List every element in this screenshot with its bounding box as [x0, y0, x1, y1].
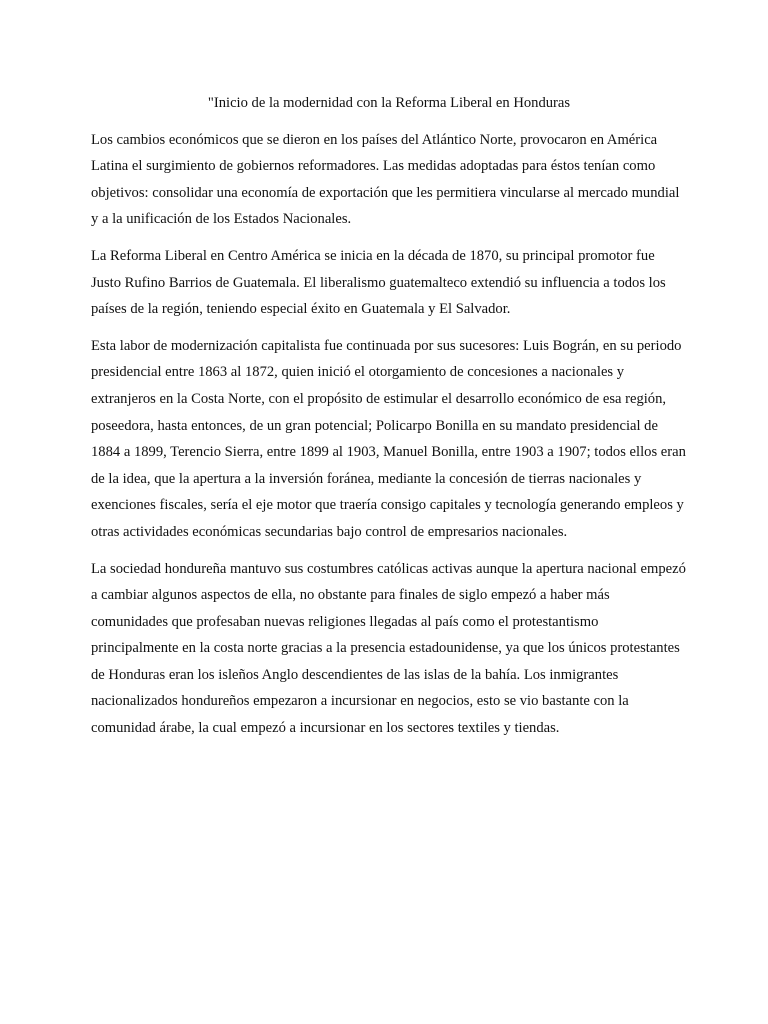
document-title: "Inicio de la modernidad con la Reforma Liberal en Honduras [207, 95, 571, 111]
paragraph-economic-changes: Los cambios económicos que se dieron en los países del Atlántico Norte, provocaron en América Latina el surgimiento de gobiernos reformadores. Las medidas adoptadas para éstos tenían como objetivos: consolidar una economía de exportación que les permitiera vincularse al mercado mundial y a la unificación de los Estados Nacionales. [91, 131, 680, 228]
document-body [91, 90, 687, 752]
paragraph-capitalist-modernization: Esta labor de modernización capitalista fue continuada por sus sucesores: Luis Bográn, en su periodo presidencial entre 1863 al 1872, quien inició el otorgamiento de concesiones a nacionales y extranjeros en la Costa Norte, con el propósito de estimular el desarrollo económico de esa región, poseedora, hasta entonces, de un gran potencial; Policarpo Bonilla en su mandato presidencial de 1884 a 1899, Terencio Sierra, entre 1899 al 1903, Manuel Bonilla, entre 1903 a 1907; todos ellos eran de la idea, que la apertura a la inversión foránea, mediante la concesión de tierras nacionales y exenciones fiscales, sería el eje motor que traería consigo capitales y tecnología generando empleos y otras actividades económicas secundarias bajo control de empresarios nacionales. [91, 337, 686, 540]
paragraph-liberal-reform: La Reforma Liberal en Centro América se inicia en la década de 1870, su principal promotor fue Justo Rufino Barrios de Guatemala. El liberalismo guatemalteco extendió su influencia a todos los países de la región, teniendo especial éxito en Guatemala y El Salvador. [91, 247, 666, 318]
paragraph-honduran-society: La sociedad hondureña mantuvo sus costumbres católicas activas aunque la apertura nacional empezó a cambiar algunos aspectos de ella, no obstante para finales de siglo empezó a haber más comunidades que profesaban nuevas religiones llegadas al país como el protestantismo principalmente en la costa norte gracias a la presencia estadounidense, ya que los únicos protestantes de Honduras eran los isleños Anglo descendientes de las islas de la bahía. Los inmigrantes nacionalizados hondureños empezaron a incursionar en negocios, esto se vio bastante con la comunidad árabe, la cual empezó a incursionar en los sectores textiles y tiendas. [91, 560, 686, 737]
